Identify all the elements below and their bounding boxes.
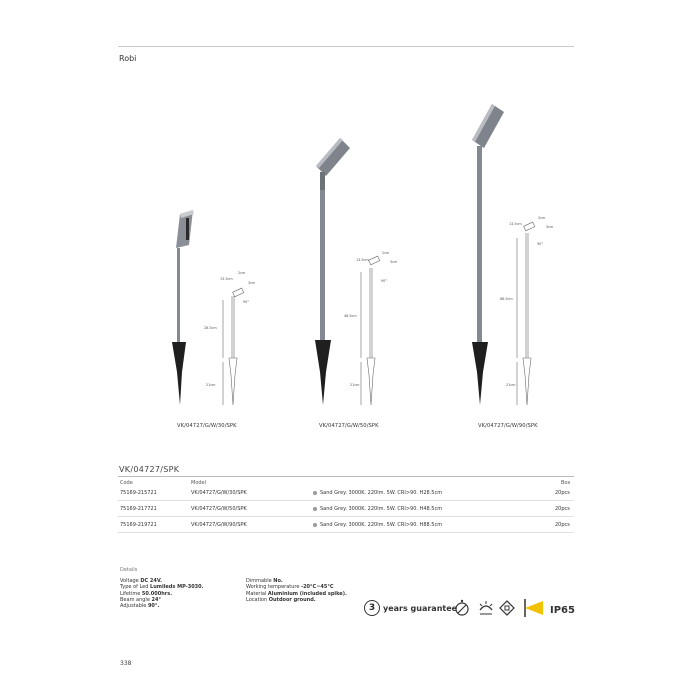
header-box: Box xyxy=(561,480,571,486)
dim-3-d: 90° xyxy=(537,242,544,246)
dim-1-spike: 21cm xyxy=(206,383,216,387)
row-divider xyxy=(118,516,574,517)
page-title: Robi xyxy=(119,54,137,63)
lamp-50-drawing xyxy=(361,256,380,405)
dim-2-d: 90° xyxy=(381,279,388,283)
product-caption-90: VK/04727/G/W/90/SPK xyxy=(478,423,538,429)
row-divider xyxy=(118,532,574,533)
ip-rating: IP65 xyxy=(550,605,575,616)
spec-material: Material Aluminium (included spike). xyxy=(246,590,347,597)
dim-2-height: 48.5cm xyxy=(344,314,357,318)
page-number: 338 xyxy=(120,660,132,667)
dim-3-spike: 21cm xyxy=(506,383,516,387)
lamp-90-photo xyxy=(472,104,504,405)
lamp-30-drawing xyxy=(223,288,244,405)
color-swatch xyxy=(313,523,317,527)
row-1-box: 20pcs xyxy=(555,490,570,496)
beam-angle-icon xyxy=(521,597,545,619)
row-1-desc-text: Sand Grey. 3000K. 220lm. 5W. CRI>90. H28.5cm xyxy=(320,490,443,496)
color-swatch xyxy=(313,507,317,511)
dim-2-spike: 21cm xyxy=(350,383,360,387)
spec-location: Location Outdoor ground. xyxy=(246,596,316,603)
product-caption-30: VK/04727/G/W/30/SPK xyxy=(177,423,237,429)
details-right xyxy=(246,578,347,603)
details-label: Details xyxy=(120,567,138,573)
spec-lifetime: Lifetime 50.000hrs. xyxy=(120,590,173,597)
section-rule xyxy=(118,476,574,477)
color-swatch xyxy=(313,491,317,495)
class-icon xyxy=(499,600,515,616)
section-title: VK/04727/SPK xyxy=(119,465,180,474)
row-2-desc-text: Sand Grey. 3000K. 220lm. 5W. CRI>90. H48.5cm xyxy=(320,506,443,512)
row-3-desc-text: Sand Grey. 3000K. 220lm. 5W. CRI>90. H88.5cm xyxy=(320,522,443,528)
row-1-model: VK/04727/G/W/30/SPK xyxy=(191,490,247,496)
guarantee-badge xyxy=(364,600,457,616)
row-1-code: 75169-215721 xyxy=(120,490,157,496)
dim-2-a: 13.5cm xyxy=(356,258,369,262)
row-2-desc xyxy=(313,506,442,512)
product-caption-50: VK/04727/G/W/50/SPK xyxy=(319,423,379,429)
row-divider xyxy=(118,500,574,501)
dim-3-c: 3cm xyxy=(546,225,554,229)
dim-1-d: 90° xyxy=(243,300,250,304)
row-3-desc xyxy=(313,522,442,528)
header-model: Model xyxy=(191,480,207,486)
row-2-code: 75169-217721 xyxy=(120,506,157,512)
spec-dimmable: Dimmable No. xyxy=(246,578,283,584)
lamp-30-photo xyxy=(172,210,194,405)
bulb-temperature-icon xyxy=(452,598,472,618)
row-3-box: 20pcs xyxy=(555,522,570,528)
dim-3-height: 88.5cm xyxy=(500,297,513,301)
guarantee-text: years guarantee xyxy=(383,603,458,613)
row-1-desc xyxy=(313,490,442,496)
dim-1-b: 2cm xyxy=(238,271,246,275)
header-code: Code xyxy=(120,480,133,486)
spec-led-type: Type of Led Lumileds MP-3030. xyxy=(120,584,204,591)
dim-3-a: 13.5cm xyxy=(509,222,522,226)
dim-1-height: 28.5cm xyxy=(204,326,217,330)
spec-voltage: Voltage DC 24V. xyxy=(120,578,163,584)
lamp-50-photo xyxy=(315,138,350,405)
dim-2-b: 2cm xyxy=(382,251,390,255)
row-2-model: VK/04727/G/W/50/SPK xyxy=(191,506,247,512)
row-3-model: VK/04727/G/W/90/SPK xyxy=(191,522,247,528)
dim-1-a: 13.5cm xyxy=(220,277,233,281)
spec-beam-angle: Beam angle 24° xyxy=(120,596,161,603)
guarantee-years: 3 xyxy=(364,600,380,616)
dim-2-c: 3cm xyxy=(390,260,398,264)
dim-1-c: 3cm xyxy=(248,281,256,285)
lamp-90-drawing xyxy=(517,222,535,405)
sun-rays-icon xyxy=(476,598,496,618)
row-2-box: 20pcs xyxy=(555,506,570,512)
spec-working-temp: Working temperature -20°C~45°C xyxy=(246,584,334,591)
dim-3-b: 2cm xyxy=(538,216,546,220)
spec-adjustable: Adjustable 90°. xyxy=(120,603,160,610)
details-left xyxy=(120,578,204,609)
row-3-code: 75169-219721 xyxy=(120,522,157,528)
